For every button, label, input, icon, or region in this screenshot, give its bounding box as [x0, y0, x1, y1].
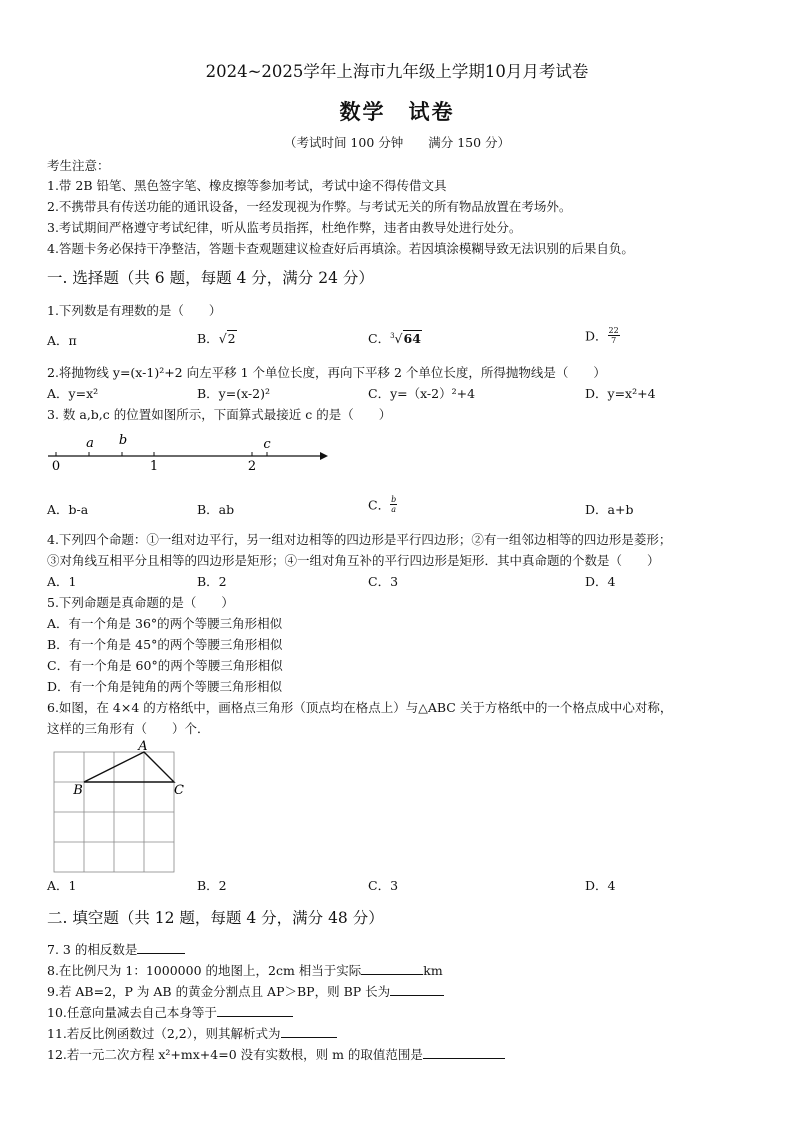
exam-title: 2024~2025学年上海市九年级上学期10月月考试卷	[205, 62, 589, 81]
q8-answer-blank[interactable]	[361, 962, 423, 975]
q4-stem-line-2: ③对角线互相平分且相等的四边形是矩形；④一组对角互补的平行四边形是矩形．其中真命题的个数是（ ）	[47, 553, 660, 568]
q6-stem-line-2: 这样的三角形有（ ）个．	[47, 721, 210, 736]
arrow-right-icon	[320, 452, 328, 460]
q5-option-b: B．有一个角是 45°的两个等腰三角形相似	[47, 637, 283, 652]
q1-option-d-numerator: 22	[608, 326, 619, 335]
q1-option-b	[197, 329, 237, 347]
vertex-label-b: B	[73, 783, 83, 798]
q1-option-c-index: 3	[390, 331, 395, 340]
q3-option-d: D．a+b	[585, 502, 634, 517]
vertex-label-a: A	[138, 739, 148, 754]
q12-answer-blank[interactable]	[423, 1046, 505, 1059]
q6-option-d: D．4	[585, 878, 616, 893]
q8-unit: km	[423, 963, 443, 978]
q9	[47, 982, 444, 1000]
section-2-heading: 二. 填空题（共 12 题，每题 4 分，满分 48 分）	[47, 909, 384, 927]
q3-option-c-fraction	[390, 495, 397, 514]
q1-option-d-denominator: 7	[611, 336, 617, 345]
q1-option-b-radicand: 2	[227, 331, 236, 346]
q10	[47, 1003, 293, 1021]
q6-stem-line-1: 6.如图，在 4×4 的方格纸中，画格点三角形（顶点均在格点上）与△ABC 关于方格纸中的一个格点成中心对称，	[47, 700, 673, 715]
q5-option-d: D．有一个角是钝角的两个等腰三角形相似	[47, 679, 283, 694]
notice-item-2: 2.不携带具有传送功能的通讯设备，一经发现视为作弊。与考试无关的所有物品放置在考场外。	[47, 199, 572, 214]
q1-option-d-label: D．	[585, 328, 608, 344]
notice-heading: 考生注意：	[47, 158, 110, 173]
q2-option-d: D．y=x²+4	[585, 386, 656, 401]
q3-option-c	[368, 495, 397, 514]
q3-option-c-numerator: b	[391, 495, 397, 504]
q8	[47, 961, 443, 979]
subject-title: 数学 试卷	[339, 99, 455, 124]
q8-text: 8.在比例尺为 1：1000000 的地图上，2cm 相当于实际	[47, 963, 362, 978]
q2-stem: 2.将抛物线 y=(x-1)²+2 向左平移 1 个单位长度，再向下平移 2 个单位长度，所得抛物线是（ ）	[47, 365, 606, 380]
q4-option-d: D．4	[585, 574, 616, 589]
q7	[47, 940, 185, 958]
tick-label-2: 2	[247, 459, 257, 474]
q3-option-c-label: C．	[368, 497, 391, 513]
q12-text: 12.若一元二次方程 x²+mx+4=0 没有实数根，则 m 的取值范围是	[47, 1047, 423, 1062]
sqrt-sign-icon: √	[218, 331, 227, 346]
q2-option-b: B．y=(x-2)²	[197, 386, 270, 401]
q1-option-d-fraction	[608, 326, 620, 345]
q1-option-a: A．π	[47, 333, 77, 348]
q3-option-a: A．b-a	[47, 502, 89, 517]
label-a: a	[86, 436, 94, 451]
exam-time-info: （考试时间 100 分钟 满分 150 分）	[283, 135, 511, 150]
triangle-abc	[84, 752, 174, 782]
q2-option-c: C．y=（x-2）²+4	[368, 386, 476, 401]
q11-answer-blank[interactable]	[281, 1025, 337, 1038]
tick-label-1: 1	[149, 459, 159, 474]
q3-option-b: B．ab	[197, 502, 235, 517]
q12	[47, 1045, 505, 1063]
q10-answer-blank[interactable]	[217, 1004, 293, 1017]
q4-option-a: A．1	[47, 574, 77, 589]
q1-option-c-radicand: 64	[403, 331, 421, 346]
q1-option-c	[368, 329, 422, 347]
q6-option-c: C．3	[368, 878, 399, 893]
label-b: b	[118, 433, 128, 448]
q10-text: 10.任意向量减去自己本身等于	[47, 1005, 217, 1020]
q3-number-line-figure	[44, 428, 334, 476]
q7-answer-blank[interactable]	[137, 941, 185, 954]
sqrt-sign-icon: √	[394, 331, 403, 346]
section-1-heading: 一. 选择题（共 6 题，每题 4 分，满分 24 分）	[47, 269, 374, 287]
q3-option-c-denominator: a	[391, 505, 397, 514]
q1-option-c-label: C．	[368, 331, 391, 346]
q3-stem: 3. 数 a,b,c 的位置如图所示，下面算式最接近 c 的是（ ）	[47, 407, 392, 422]
vertex-label-c: C	[174, 783, 184, 798]
q1-option-b-label: B．	[197, 331, 219, 346]
q4-option-b: B．2	[197, 574, 227, 589]
q6-option-b: B．2	[197, 878, 227, 893]
q6-option-a: A．1	[47, 878, 77, 893]
q5-stem: 5.下列命题是真命题的是（ ）	[47, 595, 234, 610]
grid-4x4	[54, 752, 174, 872]
tick-label-0: 0	[51, 459, 61, 474]
q7-text: 7. 3 的相反数是	[47, 942, 138, 957]
notice-item-4: 4.答题卡务必保持干净整洁，答题卡查观题建议检查好后再填涂。若因填涂模糊导致无法识别的后果自负。	[47, 241, 634, 256]
q9-answer-blank[interactable]	[390, 983, 444, 996]
q9-text: 9.若 AB=2，P 为 AB 的黄金分割点且 AP＞BP，则 BP 长为	[47, 984, 391, 999]
notice-item-1: 1.带 2B 铅笔、黑色签字笔、橡皮擦等参加考试，考试中途不得传借文具	[47, 178, 447, 193]
q4-stem-line-1: 4.下列四个命题：①一组对边平行，另一组对边相等的四边形是平行四边形；②有一组邻边相等的四边形是菱形；	[47, 532, 672, 547]
q1-stem: 1.下列数是有理数的是（ ）	[47, 303, 222, 318]
notice-item-3: 3.考试期间严格遵守考试纪律，听从监考员指挥，杜绝作弊，违者由教导处进行处分。	[47, 220, 522, 235]
q5-option-a: A．有一个角是 36°的两个等腰三角形相似	[47, 616, 283, 631]
q1-option-d	[585, 326, 620, 345]
q11-text: 11.若反比例函数过（2,2），则其解析式为	[47, 1026, 281, 1041]
label-c: c	[263, 437, 271, 452]
q11	[47, 1024, 337, 1042]
q4-option-c: C．3	[368, 574, 399, 589]
q5-option-c: C．有一个角是 60°的两个等腰三角形相似	[47, 658, 283, 673]
q2-option-a: A．y=x²	[47, 386, 99, 401]
q6-grid-figure	[50, 738, 190, 874]
